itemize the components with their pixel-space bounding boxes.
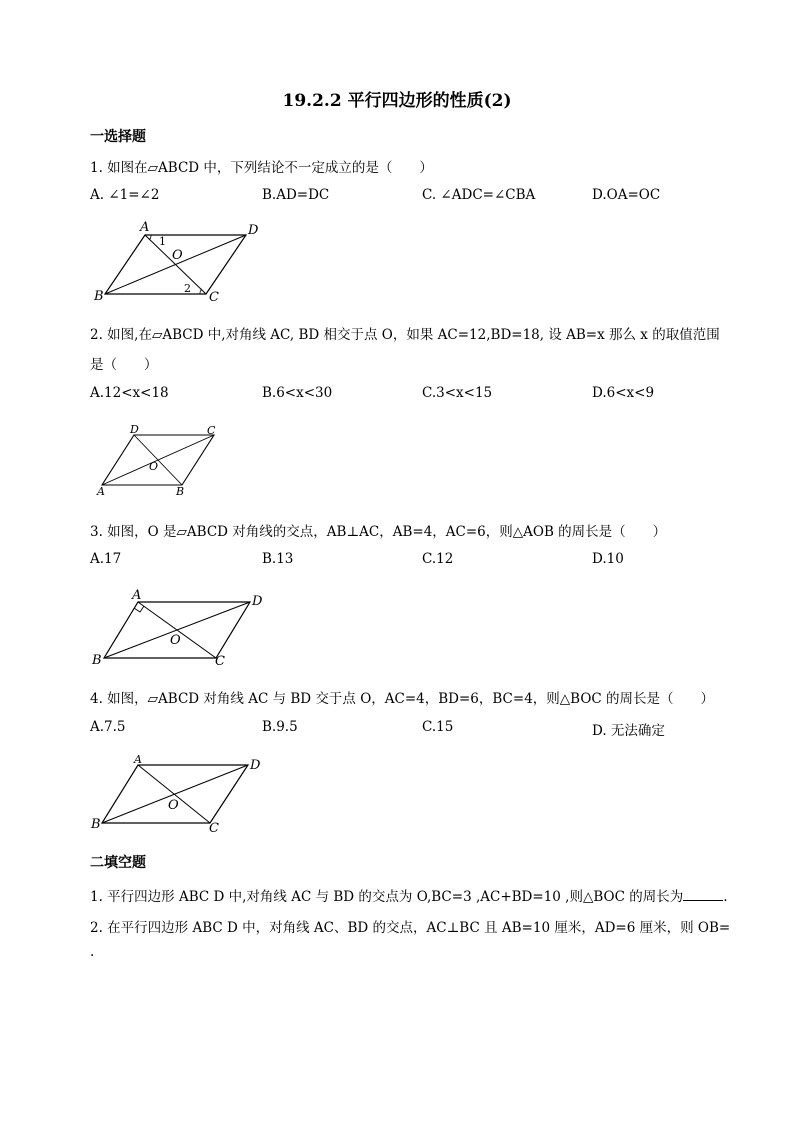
- angle-2-arc: [200, 289, 202, 294]
- fill-question-2: [90, 916, 730, 936]
- section-heading-fill: 二填空题: [90, 855, 146, 871]
- page-title: 19.2.2 平行四边形的性质(2): [282, 91, 512, 111]
- label-o: O: [149, 460, 159, 473]
- label-c: C: [215, 654, 225, 669]
- diagonal-bd: [102, 765, 248, 823]
- label-a: A: [134, 753, 142, 766]
- q3-parallelogram-figure: [88, 586, 273, 672]
- q2-parallelogram-figure: [90, 422, 230, 502]
- section-heading-choice: 一选择题: [90, 129, 146, 145]
- q2-option-c: C.3<x<15: [422, 385, 493, 401]
- angle-1-arc: [149, 235, 151, 240]
- label-a: A: [132, 588, 142, 603]
- q4-option-d: D. 无法确定: [592, 723, 665, 739]
- question-2-text-line1: 2. 如图,在▱ABCD 中,对角线 AC, BD 相交于点 O，如果 AC=12,BD=18, 设 AB=x 那么 x 的取值范围: [90, 327, 720, 343]
- q2-option-a: A.12<x<18: [90, 385, 169, 401]
- q1-parallelogram-figure: [88, 218, 268, 308]
- label-o: O: [172, 248, 183, 263]
- label-b: B: [92, 653, 102, 668]
- question-4-text: 4. 如图，▱ABCD 对角线 AC 与 BD 交于点 O，AC=4，BD=6，BC=4，则△BOC 的周长是（ ）: [90, 691, 715, 707]
- label-o: O: [170, 633, 181, 648]
- label-d: D: [252, 594, 263, 609]
- q3-option-b: B.13: [262, 551, 294, 567]
- label-b: B: [94, 289, 104, 304]
- question-2-text-line2: 是（ ）: [90, 357, 158, 373]
- fill-1-answer-blank: [683, 888, 723, 901]
- q2-option-d: D.6<x<9: [592, 385, 655, 401]
- label-d: D: [248, 223, 259, 238]
- fill-question-1: [90, 885, 728, 905]
- q4-parallelogram-figure: [88, 752, 268, 838]
- q4-option-c: C.15: [422, 719, 454, 735]
- q3-option-a: A.17: [90, 551, 122, 567]
- label-b: B: [176, 485, 185, 498]
- question-1-text: 1. 如图在▱ABCD 中，下列结论不一定成立的是（ ）: [90, 160, 433, 176]
- question-3-text: 3. 如图，O 是▱ABCD 对角线的交点，AB⊥AC，AB=4，AC=6，则△AOB 的周长是（ ）: [90, 524, 667, 540]
- q2-option-b: B.6<x<30: [262, 385, 333, 401]
- label-a: A: [97, 485, 105, 498]
- label-angle-1: 1: [159, 235, 166, 248]
- label-o: O: [168, 798, 179, 813]
- q1-option-b: B.AD=DC: [262, 187, 330, 203]
- fill-1-text: 1. 平行四边形 ABC D 中,对角线 AC 与 BD 的交点为 O,BC=3 ,AC+BD=10 ,则△BOC 的周长为: [90, 889, 684, 905]
- q1-option-c: C. ∠ADC=∠CBA: [422, 187, 536, 203]
- label-a: A: [140, 220, 150, 235]
- label-b: B: [91, 817, 101, 832]
- label-angle-2: 2: [184, 282, 191, 295]
- q4-option-b: B.9.5: [262, 719, 298, 735]
- q1-option-d: D.OA=OC: [592, 187, 661, 203]
- q4-option-a: A.7.5: [90, 719, 126, 735]
- label-c: C: [209, 290, 219, 305]
- label-d: D: [130, 423, 139, 436]
- label-d: D: [250, 758, 261, 773]
- label-c: C: [207, 424, 216, 437]
- diagonal-bd: [105, 235, 246, 294]
- diagonal-bd: [104, 602, 250, 658]
- fill-2-end: .: [90, 944, 95, 960]
- q3-option-d: D.10: [592, 551, 624, 567]
- label-c: C: [209, 821, 219, 836]
- fill-1-end: .: [723, 889, 728, 905]
- q3-option-c: C.12: [422, 551, 454, 567]
- fill-2-text: 2. 在平行四边形 ABC D 中，对角线 AC、BD 的交点，AC⊥BC 且 AB=10 厘米，AD=6 厘米，则 OB=: [90, 920, 731, 936]
- q1-option-a: A. ∠1=∠2: [90, 187, 160, 203]
